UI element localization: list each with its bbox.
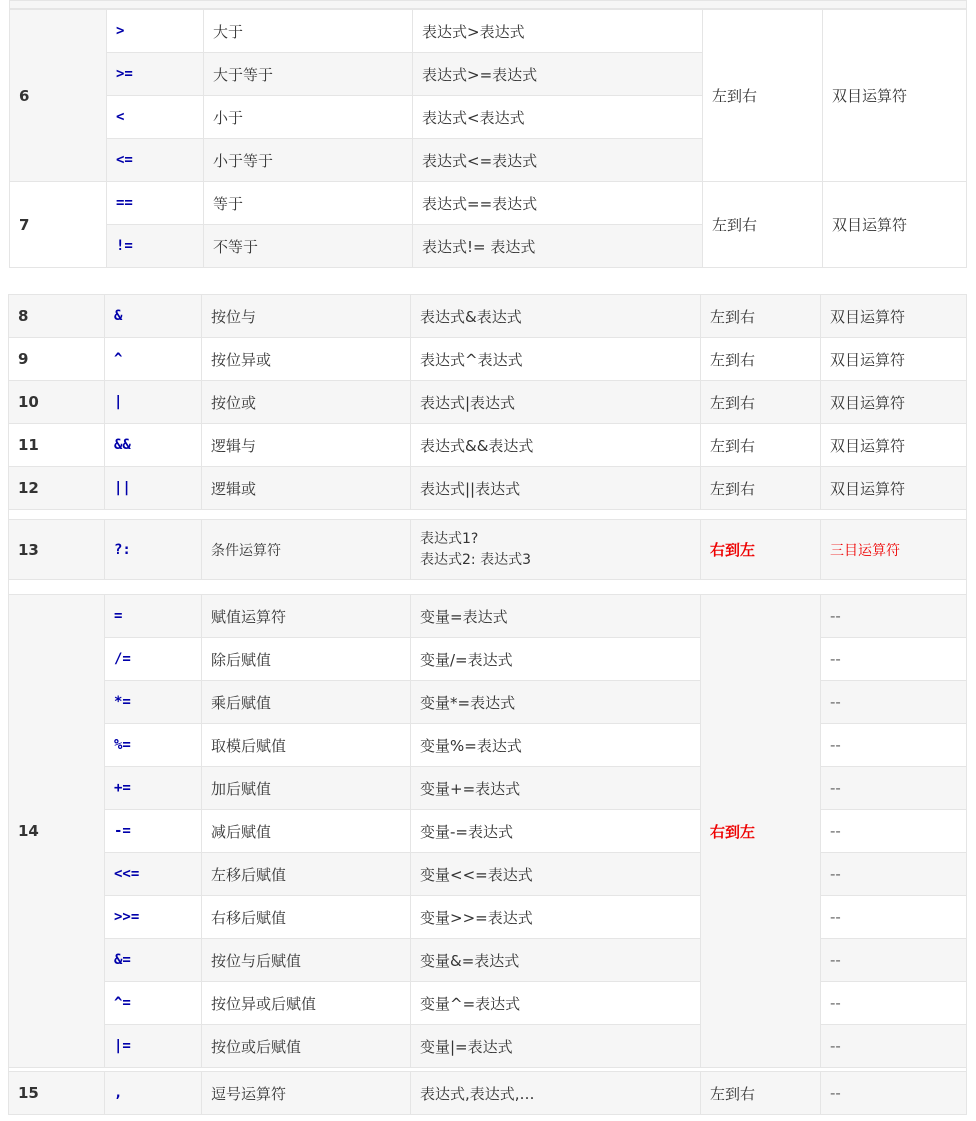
operator-kind-cell: -- [821, 1025, 967, 1068]
spacer-row [9, 510, 967, 520]
priority-cell: 12 [9, 467, 105, 510]
usage-cell: 表达式,表达式,… [411, 1072, 701, 1115]
table-row [10, 10, 967, 53]
table-row [9, 767, 967, 810]
associativity-cell: 左到右 [701, 1072, 821, 1115]
table-row [10, 182, 967, 225]
operator-name-cell: 除后赋值 [202, 638, 411, 681]
usage-cell: 变量<<=表达式 [411, 853, 701, 896]
operator-name-cell: 加后赋值 [202, 767, 411, 810]
operator-cell: ?: [105, 520, 202, 580]
usage-cell: 表达式|表达式 [411, 381, 701, 424]
operator-cell: -= [105, 810, 202, 853]
operator-cell: | [105, 381, 202, 424]
priority-cell: 8 [9, 295, 105, 338]
operator-kind-cell: 三目运算符 [821, 520, 967, 580]
operator-cell: += [105, 767, 202, 810]
operator-name-cell: 逻辑或 [202, 467, 411, 510]
table-row [9, 1025, 967, 1068]
table-row [9, 982, 967, 1025]
table-row [9, 939, 967, 982]
associativity-cell: 右到左 [701, 595, 821, 1068]
table-row [9, 295, 967, 338]
operator-name-cell: 逗号运算符 [202, 1072, 411, 1115]
usage-cell: 变量+=表达式 [411, 767, 701, 810]
operator-kind-cell: 双目运算符 [821, 381, 967, 424]
usage-cell: 表达式<表达式 [413, 96, 703, 139]
table-row [9, 381, 967, 424]
operator-cell: , [105, 1072, 202, 1115]
operator-kind-cell: -- [821, 1072, 967, 1115]
usage-cell: 变量=表达式 [411, 595, 701, 638]
operator-cell: && [105, 424, 202, 467]
operator-kind-cell: -- [821, 767, 967, 810]
operator-cell: %= [105, 724, 202, 767]
usage-cell: 变量>>=表达式 [411, 896, 701, 939]
priority-cell: 13 [9, 520, 105, 580]
usage-cell: 变量|=表达式 [411, 1025, 701, 1068]
operator-name-cell: 按位异或后赋值 [202, 982, 411, 1025]
table-block-8-15 [8, 294, 967, 1115]
associativity-cell: 左到右 [703, 10, 823, 182]
associativity-cell: 左到右 [701, 295, 821, 338]
operator-name-cell: 按位与 [202, 295, 411, 338]
usage-cell: 表达式^表达式 [411, 338, 701, 381]
table-row [9, 810, 967, 853]
priority-cell: 11 [9, 424, 105, 467]
operator-table-6-7 [9, 9, 967, 268]
operator-name-cell: 按位或 [202, 381, 411, 424]
operator-name-cell: 按位或后赋值 [202, 1025, 411, 1068]
table-row [9, 338, 967, 381]
top-band [9, 0, 967, 9]
usage-cell: 表达式>表达式 [413, 10, 703, 53]
operator-kind-cell: -- [821, 638, 967, 681]
operator-cell: < [107, 96, 204, 139]
operator-cell: || [105, 467, 202, 510]
spacer-row [9, 580, 967, 595]
table-row [9, 467, 967, 510]
table-block-6-7 [9, 9, 967, 268]
operator-name-cell: 不等于 [204, 225, 413, 268]
usage-cell: 变量%=表达式 [411, 724, 701, 767]
operator-name-cell: 左移后赋值 [202, 853, 411, 896]
priority-cell: 9 [9, 338, 105, 381]
operator-name-cell: 条件运算符 [202, 520, 411, 580]
operator-kind-cell: -- [821, 681, 967, 724]
usage-cell: 表达式==表达式 [413, 182, 703, 225]
operator-kind-cell: 双目运算符 [823, 10, 967, 182]
operator-cell: == [107, 182, 204, 225]
operator-name-cell: 减后赋值 [202, 810, 411, 853]
associativity-cell: 右到左 [701, 520, 821, 580]
operator-kind-cell: -- [821, 982, 967, 1025]
operator-cell: > [107, 10, 204, 53]
associativity-cell: 左到右 [701, 338, 821, 381]
table-row [9, 896, 967, 939]
operator-kind-cell: 双目运算符 [821, 295, 967, 338]
operator-cell: >= [107, 53, 204, 96]
operator-cell: &= [105, 939, 202, 982]
operator-name-cell: 按位与后赋值 [202, 939, 411, 982]
associativity-cell: 左到右 [701, 381, 821, 424]
table-row [9, 595, 967, 638]
associativity-cell: 左到右 [703, 182, 823, 268]
usage-cell: 变量/=表达式 [411, 638, 701, 681]
associativity-cell: 左到右 [701, 467, 821, 510]
usage-cell: 表达式<=表达式 [413, 139, 703, 182]
operator-cell: |= [105, 1025, 202, 1068]
table-row [9, 1072, 967, 1115]
operator-name-cell: 逻辑与 [202, 424, 411, 467]
operator-kind-cell: 双目运算符 [821, 467, 967, 510]
usage-cell: 表达式>=表达式 [413, 53, 703, 96]
operator-name-cell: 右移后赋值 [202, 896, 411, 939]
operator-kind-cell: -- [821, 896, 967, 939]
table-row [9, 681, 967, 724]
operator-cell: <<= [105, 853, 202, 896]
usage-cell [411, 520, 701, 580]
operator-name-cell: 乘后赋值 [202, 681, 411, 724]
operator-kind-cell: -- [821, 810, 967, 853]
associativity-cell: 左到右 [701, 424, 821, 467]
usage-cell: 表达式&表达式 [411, 295, 701, 338]
usage-line: 表达式1? [420, 530, 479, 547]
priority-cell: 15 [9, 1072, 105, 1115]
operator-name-cell: 取模后赋值 [202, 724, 411, 767]
operator-name-cell: 大于 [204, 10, 413, 53]
operator-kind-cell: 双目运算符 [823, 182, 967, 268]
operator-name-cell: 小于 [204, 96, 413, 139]
table-row [9, 724, 967, 767]
operator-cell: <= [107, 139, 204, 182]
operator-kind-cell: 双目运算符 [821, 424, 967, 467]
operator-cell: ^= [105, 982, 202, 1025]
usage-cell: 变量^=表达式 [411, 982, 701, 1025]
operator-kind-cell: -- [821, 595, 967, 638]
operator-cell: ^ [105, 338, 202, 381]
usage-cell: 变量&=表达式 [411, 939, 701, 982]
usage-line: 表达式2: 表达式3 [420, 551, 531, 568]
table-row [9, 424, 967, 467]
operator-name-cell: 小于等于 [204, 139, 413, 182]
operator-cell: != [107, 225, 204, 268]
operator-table-8-15 [8, 294, 967, 1115]
operator-name-cell: 等于 [204, 182, 413, 225]
priority-cell: 14 [9, 595, 105, 1068]
operator-name-cell: 赋值运算符 [202, 595, 411, 638]
priority-cell: 7 [10, 182, 107, 268]
operator-kind-cell: -- [821, 853, 967, 896]
operator-name-cell: 大于等于 [204, 53, 413, 96]
operator-cell: *= [105, 681, 202, 724]
usage-cell: 表达式||表达式 [411, 467, 701, 510]
operator-kind-cell: -- [821, 724, 967, 767]
priority-cell: 6 [10, 10, 107, 182]
table-row [9, 520, 967, 580]
table-row [9, 853, 967, 896]
operator-cell: & [105, 295, 202, 338]
operator-kind-cell: 双目运算符 [821, 338, 967, 381]
usage-cell: 变量*=表达式 [411, 681, 701, 724]
operator-name-cell: 按位异或 [202, 338, 411, 381]
operator-cell: >>= [105, 896, 202, 939]
usage-cell: 表达式!= 表达式 [413, 225, 703, 268]
operator-cell: = [105, 595, 202, 638]
priority-cell: 10 [9, 381, 105, 424]
table-row [9, 638, 967, 681]
usage-cell: 变量-=表达式 [411, 810, 701, 853]
operator-cell: /= [105, 638, 202, 681]
operator-kind-cell: -- [821, 939, 967, 982]
usage-cell: 表达式&&表达式 [411, 424, 701, 467]
